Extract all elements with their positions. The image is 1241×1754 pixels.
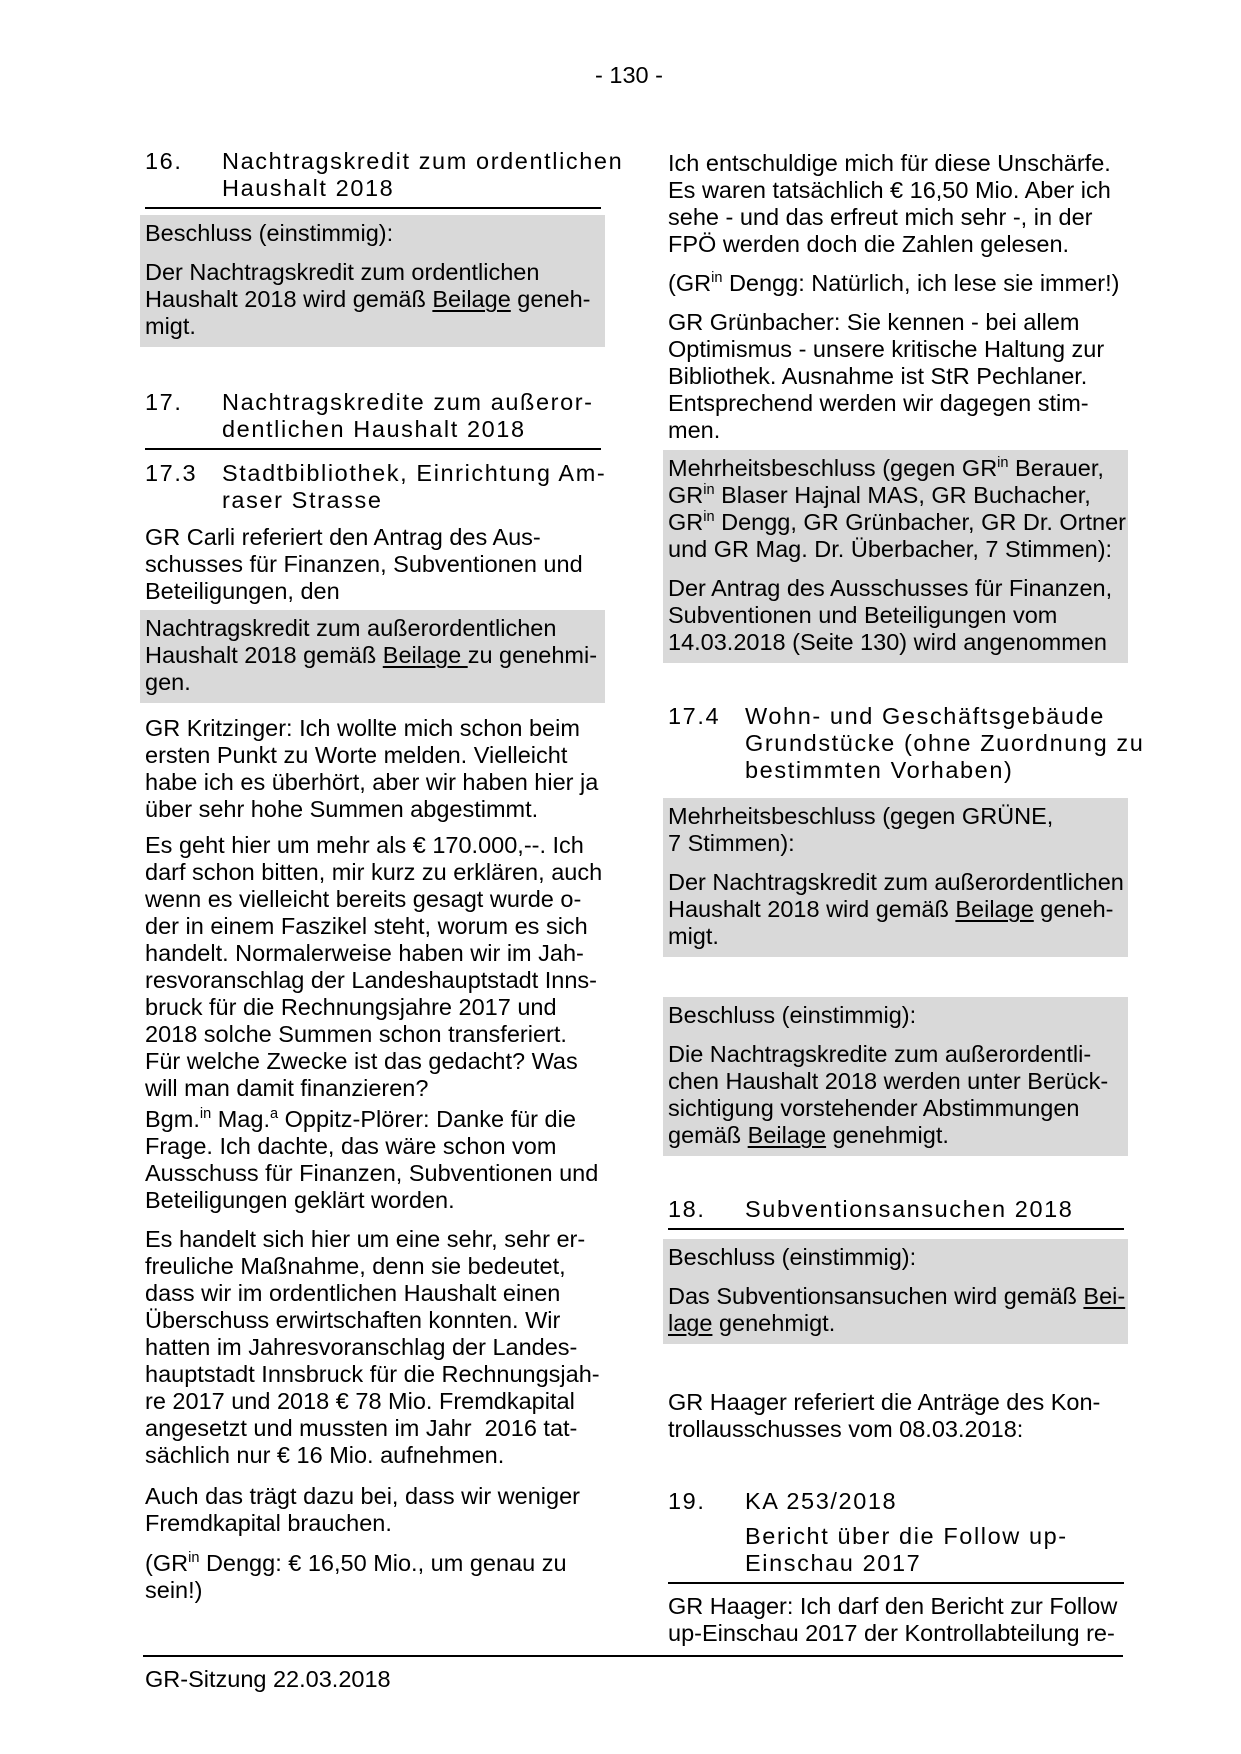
decision-text: Das Subventionsansuchen wird gemäß Bei- lage genehmigt. (668, 1283, 1126, 1336)
item-number: 17.3 (145, 460, 198, 486)
item-title (745, 1488, 1124, 1577)
item-title: Stadtbibliothek, Einrichtung Am- raser Strasse (222, 460, 607, 513)
agenda-item-19-heading (668, 1488, 1124, 1584)
agenda-item-17-heading (145, 389, 601, 450)
agenda-item-18-heading (668, 1196, 1124, 1230)
decision-heading: Beschluss (einstimmig): (668, 1244, 917, 1270)
item-number: 17.4 (668, 703, 721, 729)
item-title-line2: Bericht über die Follow up- Einschau 2017 (745, 1523, 1068, 1576)
item-title: Wohn- und Geschäftsgebäude Grundstücke (ohne Zuordnung zu bestimmten Vorhaben) (745, 703, 1145, 783)
left-column (145, 148, 624, 1616)
item-number: 16. (145, 148, 183, 174)
majority-decision-box-item17-3 (663, 450, 1128, 663)
speech-paragraph-haager-ref: GR Haager referiert die Anträge des Kon- trollausschusses vom 08.03.2018: (668, 1389, 1101, 1442)
item-number: 19. (668, 1488, 706, 1514)
decision-heading: Beschluss (einstimmig): (668, 1002, 917, 1028)
speech-paragraph-oppitz-ploerer-2: Es handelt sich hier um eine sehr, sehr er- freuliche Maßnahme, denn sie bedeutet, dass wir im ordentlichen Haushalt einen Überschuss erwirtschaften konnten. Wir hatten im Jahresvoranschlag der Landes- hauptstadt Innsbruck für die Rechnungsjah- re 2017 und 2018 € 78 Mio. Fremdkapital angesetzt und mussten im Jahr 2016 tat- sächlich nur € 16 Mio. aufnehmen. (145, 1226, 600, 1468)
agenda-item-16-heading (145, 148, 624, 209)
interjection-dengg-2: ($GR^{in}$ Dengg: Natürlich, ich lese sie immer!) (668, 270, 1120, 296)
speech-paragraph-haager: GR Haager: Ich darf den Bericht zur Follow up-Einschau 2017 der Kontrollabteilung re- (668, 1593, 1118, 1646)
speech-paragraph-kritzinger-2: Es geht hier um mehr als € 170.000,--. Ich darf schon bitten, mir kurz zu erklären, auch wenn es vielleicht bereits gesagt wurde o- der in einem Faszikel steht, worum es sich handelt. Normalerweise haben wir im Jah- resvoranschlag der Landeshauptstadt Inns- bruck für die Rechnungsjahre 2017 und 2018 solche Summen schon transferiert. Für welche Zwecke ist das gedacht? Was will man damit finanzieren? (145, 832, 603, 1101)
right-column (668, 150, 1145, 1659)
footer-text: GR-Sitzung 22.03.2018 (145, 1666, 391, 1692)
item-title: Nachtragskredite zum außeror- dentlichen Haushalt 2018 (222, 389, 594, 442)
decision-text: Der Nachtragskredit zum außerordentlichen Haushalt 2018 wird gemäß Beilage geneh- migt. (668, 869, 1124, 949)
motion-text: Nachtragskredit zum außerordentlichen Haushalt 2018 gemäß Beilage zu genehmi- gen. (145, 615, 598, 695)
item-number: 17. (145, 389, 183, 415)
speech-paragraph-carli: GR Carli referiert den Antrag des Aus- schusses für Finanzen, Subventionen und Beteiligungen, den (145, 524, 583, 604)
item-title-line1: KA 253/2018 (745, 1488, 898, 1514)
decision-text: Die Nachtragskredite zum außerordentli- chen Haushalt 2018 werden unter Berück- sichtigung vorstehender Abstimmungen gemäß Beilage genehmigt. (668, 1041, 1109, 1148)
speech-paragraph-oppitz-ploerer: Bgm.$^{in}$ Mag.$^a$ Oppitz-Plörer: Danke für die Frage. Ich dachte, das wäre schon vom Ausschuss für Finanzen, Subventionen und Beteiligungen geklärt worden. (145, 1106, 599, 1213)
speech-paragraph-continuation: Ich entschuldige mich für diese Unschärfe. Es waren tatsächlich € 16,50 Mio. Aber ich sehe - und das erfreut mich sehr -, in der FPÖ werden doch die Zahlen gelesen. (668, 150, 1111, 257)
majority-decision-box-item17-4 (663, 798, 1128, 957)
decision-text: Der Antrag des Ausschusses für Finanzen, Subventionen und Beteiligungen vom 14.03.2018 (Seite 130) wird angenommen (668, 575, 1113, 655)
item-title: Nachtragskredit zum ordentlichen Haushalt 2018 (222, 148, 624, 201)
decision-box-item17 (663, 997, 1128, 1156)
agenda-item-17-3-heading (145, 460, 607, 514)
footer-divider (143, 1655, 1123, 1657)
agenda-item-17-4-heading (668, 703, 1145, 784)
motion-box-item17-3 (140, 610, 605, 703)
interjection-dengg: ($GR^{in}$ Dengg: € 16,50 Mio., um genau zu sein!) (145, 1550, 567, 1603)
decision-heading: Mehrheitsbeschluss (gegen GRÜNE, 7 Stimmen): (668, 803, 1054, 856)
speech-paragraph-kritzinger: GR Kritzinger: Ich wollte mich schon beim ersten Punkt zu Worte melden. Vielleicht habe ich es überhört, aber wir haben hier ja über sehr hohe Summen abgestimmt. (145, 715, 599, 822)
decision-box-item18 (663, 1239, 1128, 1344)
page-number: - 130 - (595, 62, 663, 88)
decision-text: Der Nachtragskredit zum ordentlichen Haushalt 2018 wird gemäß Beilage geneh- migt. (145, 259, 591, 339)
item-number: 18. (668, 1196, 706, 1222)
decision-heading: Mehrheitsbeschluss (gegen $GR^{in}$ Berauer, $GR^{in}$ Blaser Hajnal MAS, GR Buchacher, $GR^{in}$ Dengg, GR Grünbacher, GR Dr. Ortner und GR Mag. Dr. Überbacher, 7 Stimmen): (668, 455, 1127, 562)
decision-heading: Beschluss (einstimmig): (145, 220, 394, 246)
decision-box-item16 (140, 215, 605, 347)
item-title: Subventionsansuchen 2018 (745, 1196, 1074, 1222)
speech-paragraph-oppitz-ploerer-3: Auch das trägt dazu bei, dass wir weniger Fremdkapital brauchen. (145, 1483, 580, 1536)
speech-paragraph-gruenbacher: GR Grünbacher: Sie kennen - bei allem Optimismus - unsere kritische Haltung zur Bibliothek. Ausnahme ist StR Pechlaner. Entsprechend werden wir dagegen stim- men. (668, 309, 1105, 443)
